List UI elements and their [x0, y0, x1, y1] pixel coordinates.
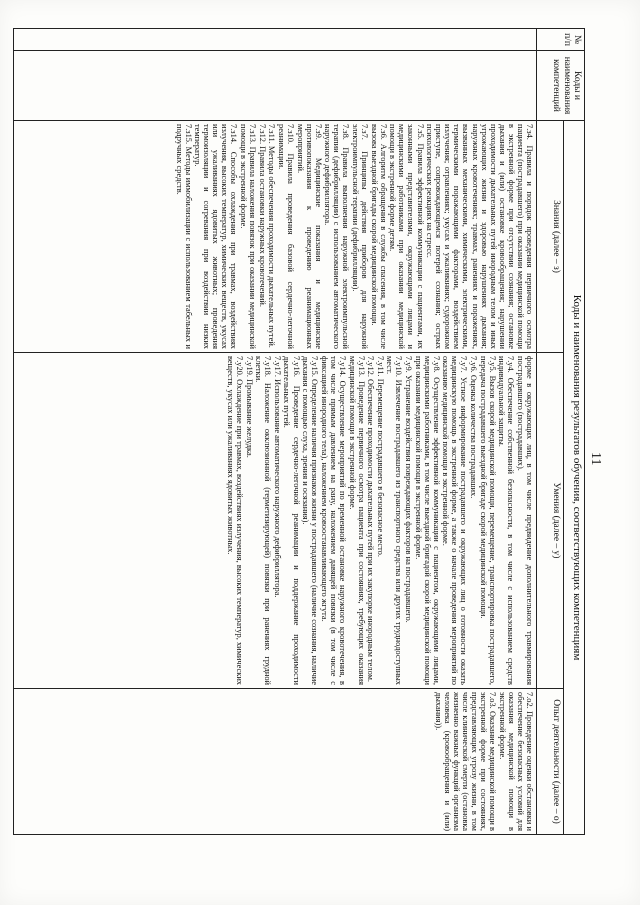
knowledge-item: 7.з15. Методы иммобилизации с использованием табельных и подручных средств. — [174, 124, 193, 349]
experience-item: 7.о2. Проведение оценки обстановки и обеспечение безопасных условий для оказания медицинской помощи в экстренной форме. — [497, 692, 534, 831]
knowledge-item: 7.з11. Методы обеспечения проходимости дыхательных путей. — [267, 124, 277, 348]
experience-item: 7.о3. Оказание медицинской помощи в экстренной форме при состояниях, представляющих угрозу жизни, в том числе клинической смерти (остановка жизненно важных функций организма человека (кровообращения и (или) дыхания)). — [433, 692, 498, 831]
skill-item: 7.у8. Осуществление эффективной коммуникации с пациентом, окружающими лицами, медицинскими работниками, в том числе выездной бригадой скорой медицинской помощи при оказании медицинской помощи в экстренной форме. — [413, 356, 441, 685]
skill-item: 7.у4. Обеспечение собственной безопасности, в том числе с использованием средств индивидуальной защиты. — [497, 356, 516, 685]
table-row — [14, 29, 537, 835]
skill-item: 7.у18. Наложение окклюзионной (герметизирующей) повязки при ранениях грудной клетки. — [254, 356, 273, 685]
knowledge-cell — [14, 121, 537, 353]
skill-item: 7.у11. Перемещение пострадавшего в безопасное место. — [375, 356, 385, 557]
skills-cell — [14, 353, 537, 689]
knowledge-item: 7.з9. Медицинские показания и медицинские противопоказания к проведению реанимационных мероприятий. — [295, 124, 323, 349]
row-code-cell — [14, 51, 537, 121]
skill-item: 7.у9. Устранение воздействия повреждающих факторов на пострадавшего. — [403, 356, 413, 623]
experience-cell — [14, 689, 537, 835]
skill-item: 7.у5. Вызов скорой медицинской помощи, перемещение, транспортировка пострадавшего, передача пострадавшего выездной бригаде скорой медицинской помощи. — [478, 356, 497, 685]
knowledge-item: 7.з8. Правила выполнения наружной электроимпульсной терапии (дефибрилляции) с использованием автоматического наружного дефибриллятора. — [323, 124, 351, 349]
knowledge-item: 7.з13. Правила наложения повязок при оказании медицинской помощи в экстренной форме. — [239, 124, 258, 349]
results-group-header: Коды и наименования результатов обучения, соответствующих компетенциям — [564, 121, 585, 835]
experience-header: Опыт деятельности (далее – о) — [537, 689, 564, 835]
knowledge-item: 7.з6. Алгоритм обращения в службы спасения, в том числе вызова выездной бригады скорой медицинской помощи. — [369, 124, 388, 349]
skill-item: 7.у14. Осуществление мероприятий по временной остановке наружного кровотечения, в том числе прямым давлением на рану, наложением давящей повязки (в том числе с фиксацией инородного тела), наложением кровоостанавливающего жгута. — [319, 356, 347, 685]
competency-table — [13, 28, 585, 835]
skill-item: 7.у7. Устное информирование пострадавшего и окружающих лиц о готовности оказать медицинскую помощь в экстренной форме, а также о начале проведения мероприятий по оказанию медицинской помощи в экстренной форме. — [441, 356, 469, 685]
knowledge-item: 7.з14. Способы охлаждения при травмах, воздействиях излучения, высоких температур, химических веществ, укусах или ужаливаниях ядовитых животных; проведения термоизоляции и согревания при воздействии низких температур. — [193, 124, 239, 349]
knowledge-item: 7.з5. Правила эффективной коммуникации с пациентами, их законными представителями, окружающими лицами и медицинскими работниками при оказании медицинской помощи в экстренной форме детям. — [388, 124, 425, 349]
skill-item: 7.у12. Обеспечение проходимости дыхательных путей при их закупорке инородным телом. — [366, 356, 376, 683]
skill-item: 7.у6. Оценка количества пострадавших. — [469, 356, 479, 499]
skill-item: 7.у17. Использование автоматического наружного дефибриллятора. — [272, 356, 282, 598]
knowledge-item: 7.з4. Правила и порядок проведения первичного осмотра пациента (пострадавшего) при оказании медицинской помощи в экстренной форме при отсутствии сознания; остановке дыхания и (или) остановке кровообращения; нарушении проходимости дыхательных путей инородным телом и иных угрожающих жизни и здоровью нарушениях дыхания; наружных кровотечениях; травмах, ранениях и поражениях, вызванных механическими, химическими, электрическими, термическими поражающими факторами, воздействием излучения; отравлениях; укусах и ужаливаниях; судорожном приступе, сопровождающемся потерей сознания; острых психологических реакциях на стресс. — [425, 124, 534, 349]
skill-item: 7.у16. Проведение сердечно-легочной реанимации и поддержание проходимости дыхательных путей. — [282, 356, 301, 685]
knowledge-header: Знания (далее – з) — [537, 121, 564, 353]
skill-item: 7.у13. Проведение первичного осмотра пациента при состояниях, требующих оказания медицинской помощи в экстренной форме. — [347, 356, 366, 685]
col-number-header: № п/п — [537, 29, 585, 51]
skill-item: 7.у20. Охлаждение при травмах, воздействиях излучения, высоких температур, химических веществ, укусах или ужаливаниях ядовитых животных. — [226, 356, 245, 685]
col-code-header: Коды и наименования компетенций — [537, 51, 585, 121]
skill-item: форме в окружающих лиц, в том числе предвидение дополнительного травмирования пострадавшего (пострадавших). — [515, 356, 534, 685]
skill-item: 7.у19. Промывание желудка. — [244, 356, 254, 458]
skill-item: 7.у15. Определение наличия признаков жизни у пострадавшего (наличие сознания, наличие дыхания с помощью слуха, зрения и осязания). — [301, 356, 320, 685]
row-number-cell — [14, 29, 537, 51]
page-number: 11 — [588, 452, 603, 466]
knowledge-item: 7.з7. Принципы действия приборов для наружной электроимпульсной терапии (дефибрилляции). — [351, 124, 370, 349]
knowledge-item: 7.з12. Правила остановки наружных кровотечений. — [257, 124, 267, 307]
skills-header: Умения (далее – у) — [537, 353, 564, 689]
skill-item: 7.у10. Извлечение пострадавшего из транспортного средства или других труднодоступных мест. — [385, 356, 404, 685]
knowledge-item: 7.з10. Правила проведения базовой сердечно-легочной реанимации. — [276, 124, 295, 349]
